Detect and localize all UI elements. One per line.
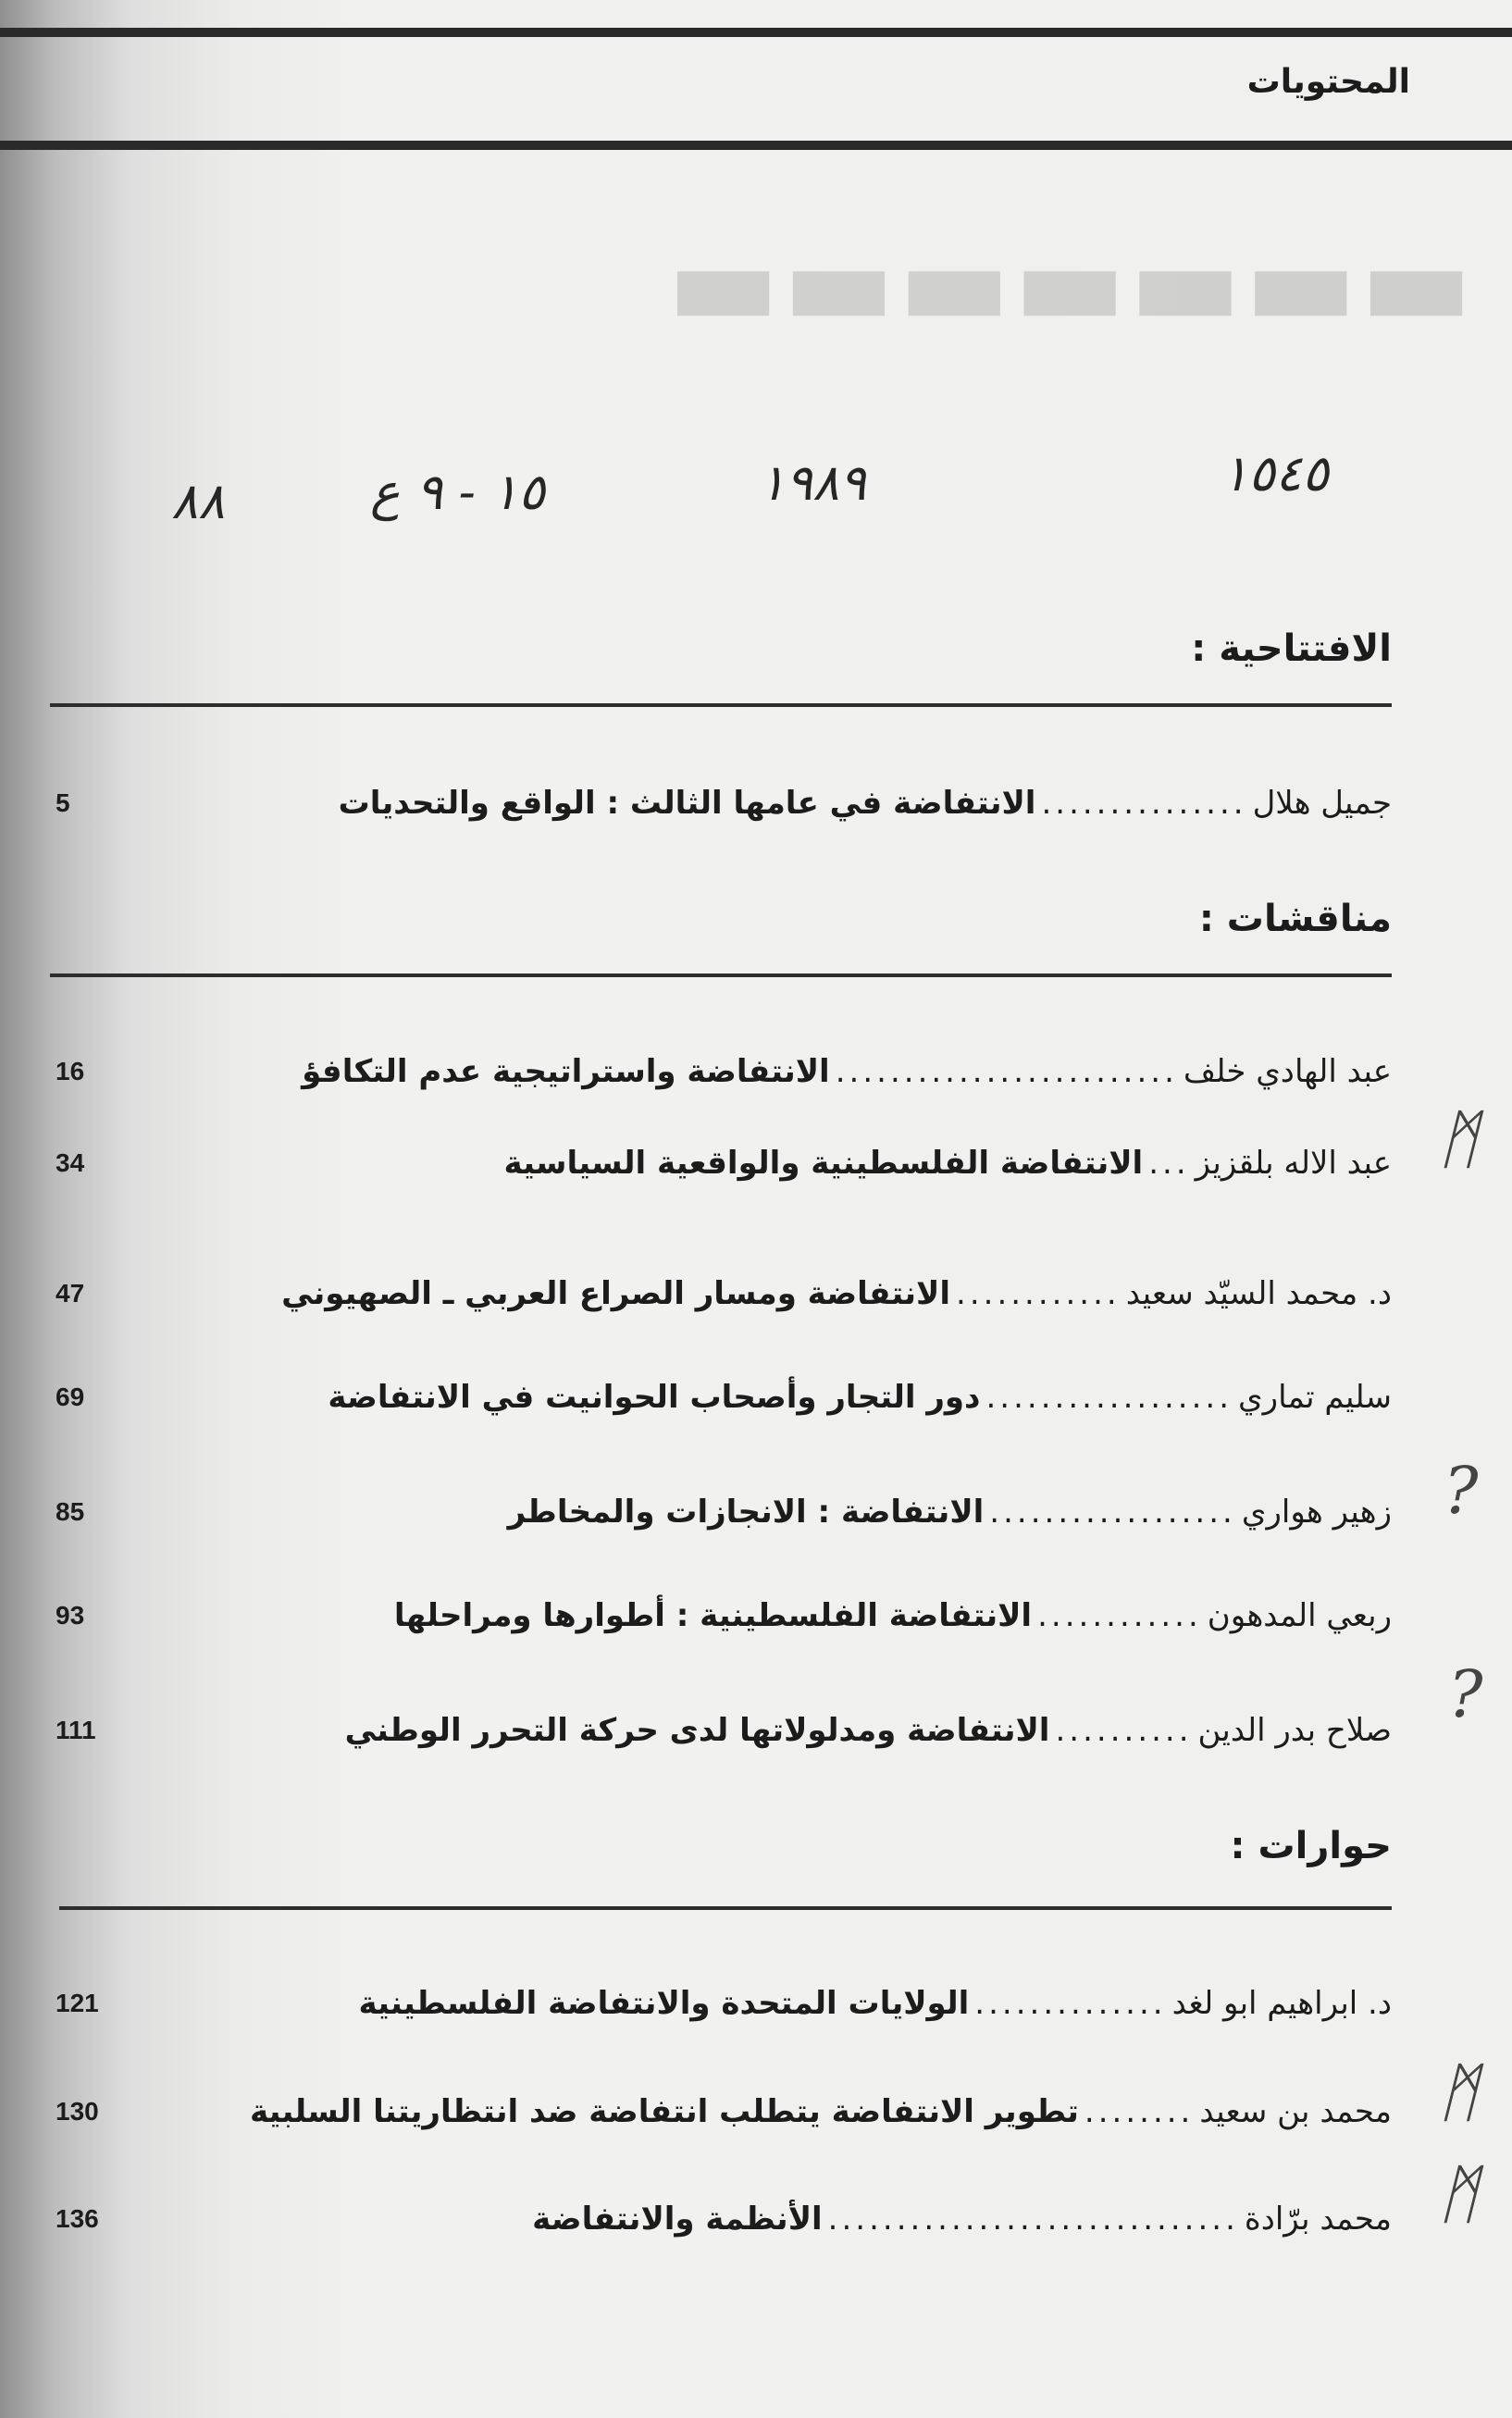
toc-title: الانتفاضة الفلسطينية : أطوارها ومراحلها: [393, 1597, 1033, 1634]
toc-title: تطوير الانتفاضة يتطلب انتفاضة ضد انتظاريتنا السلبية: [249, 2093, 1079, 2130]
toc-leader-dots: ..................: [985, 1379, 1233, 1416]
section-rule: [50, 703, 1392, 707]
toc-page-number: 85: [56, 1497, 85, 1526]
handwritten-number: ١٥٤٥: [1221, 444, 1330, 502]
toc-leader-dots: ..................: [989, 1494, 1236, 1531]
toc-page-number: 69: [56, 1383, 85, 1411]
toc-page-number: 34: [56, 1148, 85, 1177]
toc-entry: [56, 785, 1392, 831]
margin-check-mark: ᛗ: [1439, 1101, 1478, 1177]
margin-check-mark: ᛗ: [1439, 2054, 1478, 2130]
section-rule: [50, 973, 1392, 977]
toc-page-number: 111: [56, 1716, 96, 1744]
toc-entry: [56, 2201, 1392, 2247]
handwritten-number: ٨٨: [171, 472, 226, 530]
toc-leader-dots: ..............................: [827, 2201, 1239, 2238]
section-rule: [59, 1906, 1392, 1910]
toc-author: محمد برّادة: [1244, 2201, 1392, 2238]
toc-page-number: 16: [56, 1057, 85, 1085]
toc-entry: [56, 1712, 1392, 1758]
toc-entry: [56, 2093, 1392, 2139]
header-top-rule: [0, 28, 1512, 37]
section-title-interviews: حوارات :: [1230, 1825, 1392, 1867]
toc-entry: [56, 1145, 1392, 1191]
toc-leader-dots: ............: [956, 1275, 1121, 1312]
toc-author: محمد بن سعيد: [1199, 2093, 1392, 2130]
toc-leader-dots: ...: [1148, 1145, 1190, 1182]
toc-entry: [56, 1379, 1392, 1425]
toc-leader-dots: ............: [1037, 1597, 1202, 1634]
toc-page-number: 5: [56, 788, 70, 817]
toc-page-number: 136: [56, 2204, 99, 2233]
toc-author: عبد الهادي خلف: [1183, 1053, 1392, 1090]
section-title-discussions: مناقشات :: [1198, 898, 1392, 940]
toc-page-number: 130: [56, 2097, 99, 2126]
header-bottom-rule: [0, 141, 1512, 150]
toc-leader-dots: .........................: [835, 1053, 1178, 1090]
section-title-editorial: الافتتاحية :: [1191, 627, 1392, 670]
margin-question-mark: ?: [1444, 1453, 1479, 1529]
margin-question-mark: ?: [1448, 1656, 1483, 1732]
show-through-artifact: ▬▬▬▬▬▬▬: [666, 213, 1475, 353]
toc-author: ربعي المدهون: [1207, 1597, 1392, 1634]
toc-entry: [56, 1985, 1392, 2031]
toc-page-number: 121: [56, 1989, 99, 2017]
toc-entry: [56, 1275, 1392, 1321]
toc-leader-dots: ........: [1084, 2093, 1195, 2130]
toc-title: الانتفاضة ومسار الصراع العربي ـ الصهيوني: [281, 1275, 951, 1312]
toc-title: دور التجار وأصحاب الحوانيت في الانتفاضة: [328, 1379, 981, 1416]
toc-page-number: 47: [56, 1279, 85, 1308]
toc-title: الولايات المتحدة والانتفاضة الفلسطينية: [358, 1985, 970, 2022]
toc-leader-dots: ..............: [974, 1985, 1167, 2022]
toc-page-number: 93: [56, 1601, 85, 1630]
toc-title: الانتفاضة ومدلولاتها لدى حركة التحرر الوطني: [344, 1712, 1050, 1749]
page-title: المحتويات: [1246, 63, 1410, 101]
toc-author: صلاح بدر الدين: [1197, 1712, 1392, 1749]
toc-author: زهير هواري: [1241, 1494, 1392, 1531]
toc-author: د. ابراهيم ابو لغد: [1171, 1985, 1392, 2022]
toc-title: الانتفاضة في عامها الثالث : الواقع والتحديات: [338, 785, 1036, 822]
toc-entry: [56, 1597, 1392, 1643]
toc-leader-dots: ..........: [1055, 1712, 1193, 1749]
margin-check-mark: ᛗ: [1439, 2156, 1478, 2232]
toc-author: جميل هلال: [1252, 785, 1392, 822]
handwritten-number: ١٥ - ٩ ع: [370, 463, 545, 521]
handwritten-number: ١٩٨٩: [759, 453, 867, 512]
toc-title: الأنظمة والانتفاضة: [532, 2201, 823, 2238]
toc-author: عبد الاله بلقزيز: [1195, 1145, 1392, 1182]
toc-author: د. محمد السيّد سعيد: [1125, 1275, 1392, 1312]
toc-leader-dots: ...............: [1041, 785, 1247, 822]
toc-title: الانتفاضة الفلسطينية والواقعية السياسية: [503, 1145, 1144, 1182]
toc-entry: [56, 1494, 1392, 1540]
toc-author: سليم تماري: [1238, 1379, 1392, 1416]
toc-entry: [56, 1053, 1392, 1099]
toc-title: الانتفاضة واستراتيجية عدم التكافؤ: [302, 1053, 830, 1090]
toc-title: الانتفاضة : الانجازات والمخاطر: [507, 1494, 985, 1531]
